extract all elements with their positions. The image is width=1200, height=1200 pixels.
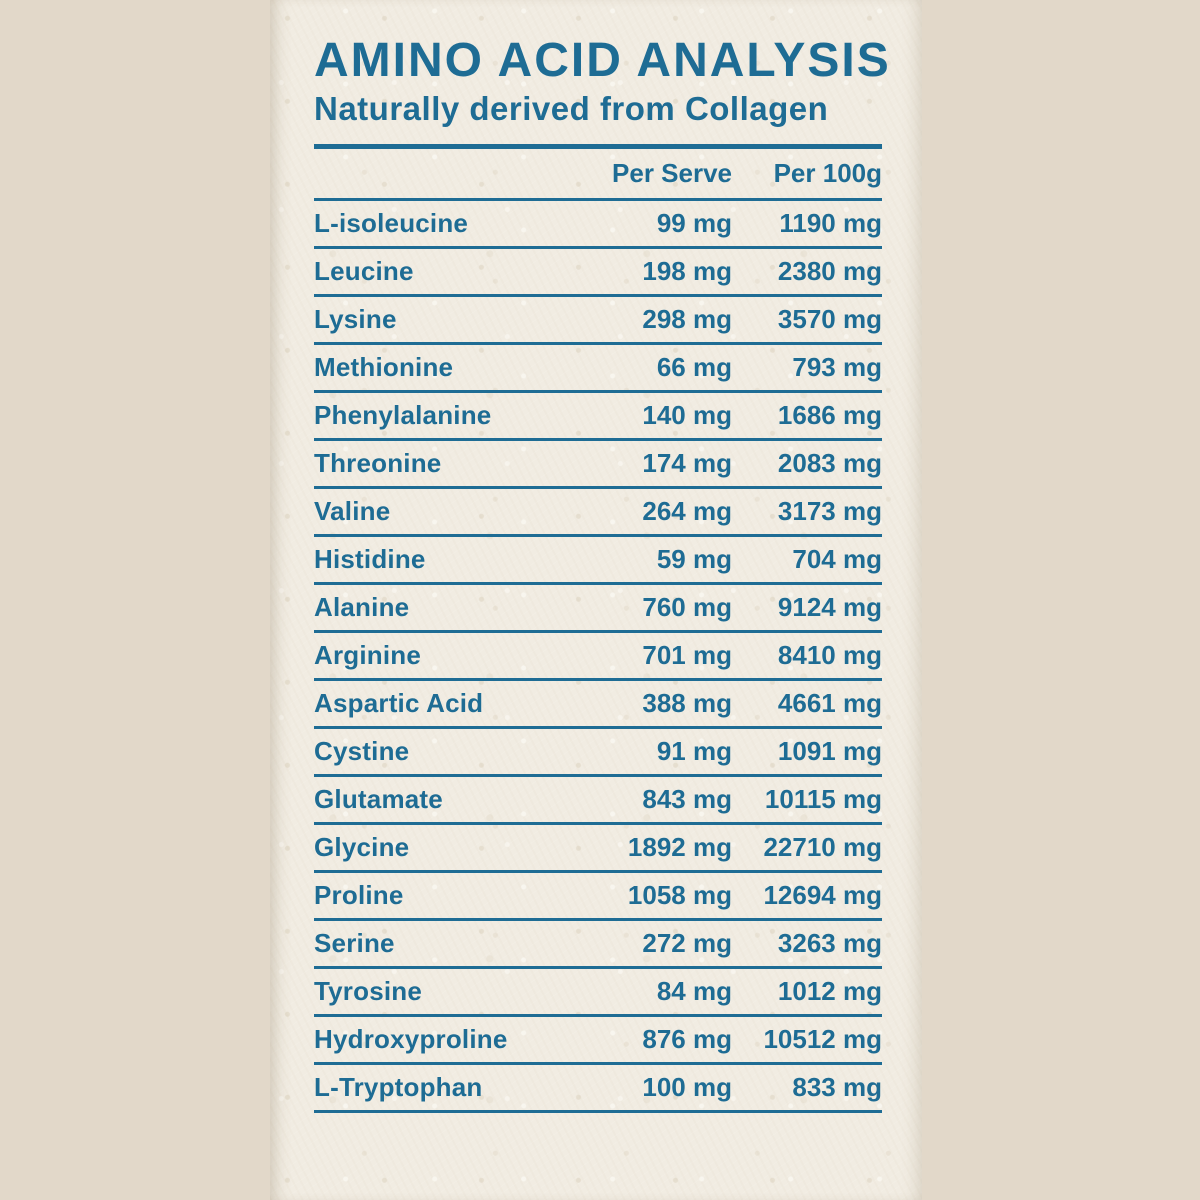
per-100g-value: 10115 mg <box>764 784 882 815</box>
per-100g-value: 793 mg <box>792 352 882 383</box>
amino-acid-name: Histidine <box>314 544 426 575</box>
amino-acid-name: Glycine <box>314 832 410 863</box>
amino-acid-name: L-isoleucine <box>314 208 469 239</box>
per-serve-value: 843 mg <box>642 784 732 815</box>
table-row <box>314 345 882 393</box>
per-100g-value: 12694 mg <box>763 880 882 911</box>
amino-acid-name: Aspartic Acid <box>314 688 484 719</box>
amino-acid-name: Lysine <box>314 304 397 335</box>
label-subtitle: Naturally derived from Collagen <box>314 89 829 127</box>
per-serve-value: 59 mg <box>656 544 732 575</box>
amino-acid-name: Tyrosine <box>314 976 423 1007</box>
per-100g-value: 1012 mg <box>777 976 882 1007</box>
amino-acid-name: L-Tryptophan <box>314 1072 483 1103</box>
table-row <box>314 489 882 537</box>
per-serve-value: 1058 mg <box>627 880 732 911</box>
per-100g-value: 833 mg <box>792 1072 882 1103</box>
amino-acid-name: Methionine <box>314 352 454 383</box>
amino-acid-name: Arginine <box>314 640 422 671</box>
table-row <box>314 873 882 921</box>
per-100g-value: 704 mg <box>792 544 882 575</box>
amino-acid-name: Serine <box>314 928 395 959</box>
table-row <box>314 729 882 777</box>
table-row <box>314 537 882 585</box>
per-serve-value: 298 mg <box>642 304 732 335</box>
per-serve-value: 760 mg <box>642 592 732 623</box>
table-row <box>314 441 882 489</box>
amino-acid-name: Threonine <box>314 448 442 479</box>
per-serve-value: 198 mg <box>642 256 732 287</box>
per-100g-value: 3570 mg <box>777 304 882 335</box>
amino-acid-name: Alanine <box>314 592 410 623</box>
amino-acid-name: Proline <box>314 880 404 911</box>
per-100g-value: 1190 mg <box>779 208 882 239</box>
per-100g-value: 10512 mg <box>763 1024 882 1055</box>
per-100g-value: 3173 mg <box>777 496 882 527</box>
per-serve-value: 66 mg <box>656 352 732 383</box>
table-row <box>314 297 882 345</box>
table-row <box>314 921 882 969</box>
per-serve-value: 100 mg <box>642 1072 732 1103</box>
per-serve-value: 174 mg <box>642 448 732 479</box>
per-100g-value: 3263 mg <box>777 928 882 959</box>
per-serve-value: 99 mg <box>656 208 732 239</box>
table-row <box>314 633 882 681</box>
amino-acid-name: Hydroxyproline <box>314 1024 508 1055</box>
table-row <box>314 969 882 1017</box>
per-serve-value: 140 mg <box>642 400 732 431</box>
table-row <box>314 585 882 633</box>
amino-acid-name: Glutamate <box>314 784 443 815</box>
per-serve-value: 388 mg <box>642 688 732 719</box>
per-100g-value: 9124 mg <box>777 592 882 623</box>
table-row <box>314 201 882 249</box>
amino-acid-name: Valine <box>314 496 391 527</box>
amino-acid-name: Leucine <box>314 256 414 287</box>
table-row <box>314 393 882 441</box>
amino-acid-name: Cystine <box>314 736 410 767</box>
per-serve-value: 1892 mg <box>627 832 732 863</box>
per-serve-value: 701 mg <box>642 640 732 671</box>
label-title: AMINO ACID ANALYSIS <box>314 34 891 87</box>
per-serve-value: 91 mg <box>656 736 732 767</box>
per-serve-value: 876 mg <box>642 1024 732 1055</box>
column-header-per-100g: Per 100g <box>773 158 882 189</box>
amino-acid-name: Phenylalanine <box>314 400 492 431</box>
per-100g-value: 2083 mg <box>777 448 882 479</box>
table-row <box>314 249 882 297</box>
per-serve-value: 264 mg <box>642 496 732 527</box>
per-serve-value: 272 mg <box>642 928 732 959</box>
per-100g-value: 8410 mg <box>777 640 882 671</box>
table-row <box>314 825 882 873</box>
amino-acid-table <box>314 201 882 1113</box>
column-header-per-serve: Per Serve <box>612 158 732 189</box>
table-row <box>314 681 882 729</box>
per-serve-value: 84 mg <box>656 976 732 1007</box>
per-100g-value: 1686 mg <box>777 400 882 431</box>
table-row <box>314 1065 882 1113</box>
label-panel <box>270 0 922 1200</box>
per-100g-value: 22710 mg <box>763 832 882 863</box>
table-row <box>314 777 882 825</box>
table-row <box>314 1017 882 1065</box>
table-header <box>314 149 882 201</box>
per-100g-value: 1091 mg <box>777 736 882 767</box>
per-100g-value: 2380 mg <box>777 256 882 287</box>
per-100g-value: 4661 mg <box>777 688 882 719</box>
